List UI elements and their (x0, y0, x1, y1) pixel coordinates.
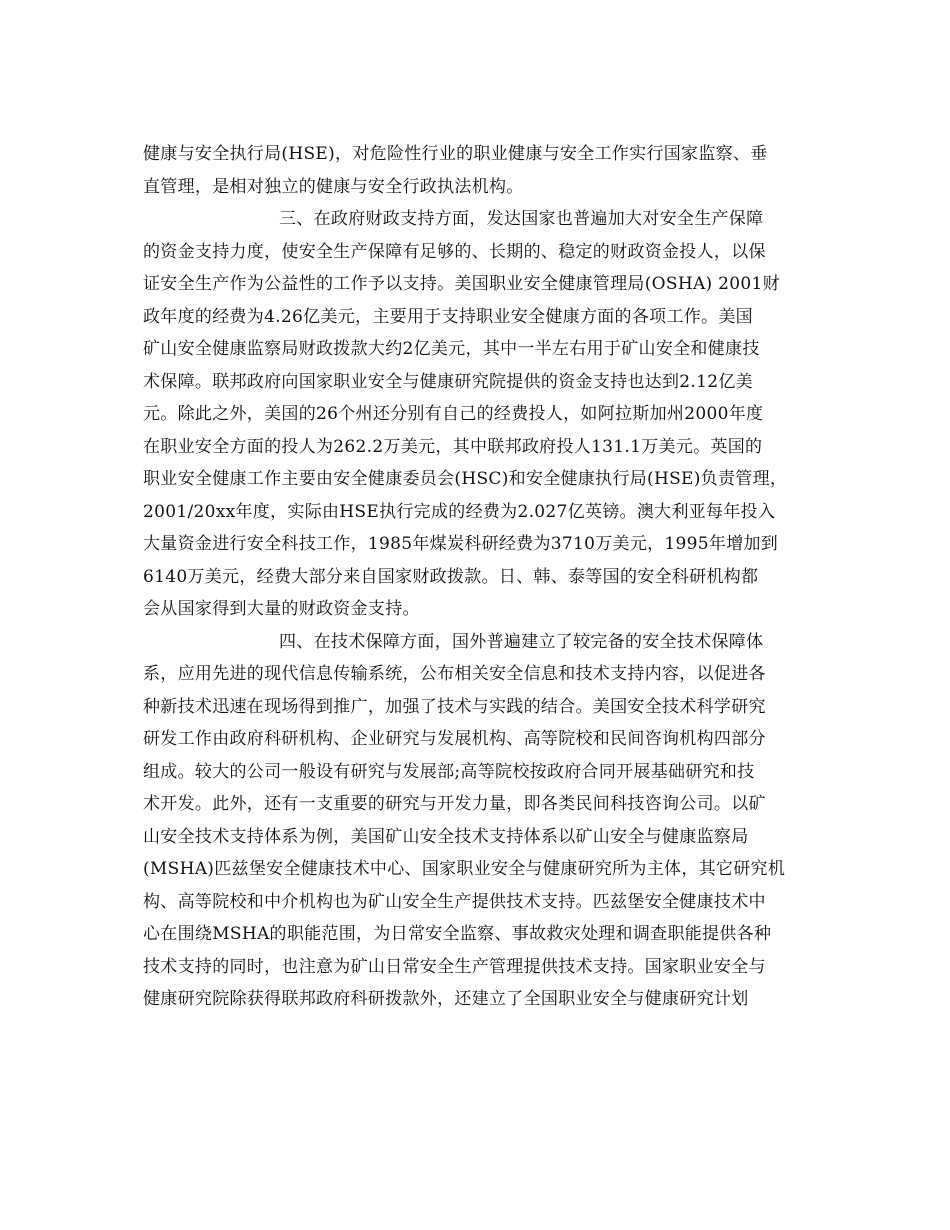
text-line: 矿山安全健康监察局财政拨款大约2亿美元，其中一半左右用于矿山安全和健康技 (143, 339, 760, 359)
text-line: 种新技术迅速在现场得到推广，加强了技术与实践的结合。美国安全技术科学研究 (143, 696, 766, 717)
text-line: 构、高等院校和中介机构也为矿山安全生产提供技术支持。匹兹堡安全健康技术中 (143, 891, 766, 912)
text-line: 政年度的经费为4.26亿美元，主要用于支持职业安全健康方面的各项工作。美国 (143, 306, 753, 327)
text-line: 三、在政府财政支持方面，发达国家也普遍加大对安全生产保障 (279, 209, 764, 229)
text-line: 元。除此之外，美国的26个州还分别有自己的经费投人，如阿拉斯加州2000年度 (143, 404, 764, 424)
text-line: 健康研究院除获得联邦政府科研拨款外，还建立了全国职业安全与健康研究计划 (143, 989, 749, 1009)
text-line: 系，应用先进的现代信息传输系统，公布相关安全信息和技术支持内容，以促进各 (143, 664, 766, 684)
paragraph-financial-support (143, 203, 823, 626)
text-line: 技术支持的同时，也注意为矿山日常安全生产管理提供技术支持。国家职业安全与 (143, 956, 766, 977)
text-line: 2001/20xx年度，实际由HSE执行完成的经费为2.027亿英镑。澳大利亚每年投入 (143, 501, 776, 522)
text-line: 的资金支持力度，使安全生产保障有足够的、长期的、稳定的财政资金投人，以保 (143, 241, 766, 262)
text-line: 6140万美元，经费大部分来自国家财政拨款。日、韩、泰等国的安全科研机构都 (143, 566, 759, 587)
text-line: 心在围绕MSHA的职能范围，为日常安全监察、事故救灾处理和调查职能提供各种 (143, 924, 772, 944)
paragraph-technical-support (143, 626, 823, 1016)
text-line: 健康与安全执行局(HSE)，对危险性行业的职业健康与安全工作实行国家监察、垂 (143, 144, 768, 164)
text-line: 在职业安全方面的投人为262.2万美元，其中联邦政府投人131.1万美元。英国的 (143, 436, 763, 457)
paragraph-hse-continuation (143, 138, 823, 203)
text-line: 直管理，是相对独立的健康与安全行政执法机构。 (143, 176, 524, 197)
text-line: 大量资金进行安全科技工作，1985年煤炭科研经费为3710万美元，1995年增加到 (143, 534, 779, 554)
text-line: 职业安全健康工作主要由安全健康委员会(HSC)和安全健康执行局(HSE)负责管理， (143, 469, 788, 489)
text-line: 术开发。此外，还有一支重要的研究与开发力量，即各类民间科技咨询公司。以矿 (143, 794, 766, 814)
document-body (143, 138, 823, 1016)
text-line: 证安全生产作为公益性的工作予以支持。美国职业安全健康管理局(OSHA) 2001财 (143, 274, 780, 294)
text-line: 会从国家得到大量的财政资金支持。 (143, 599, 420, 619)
text-line: 山安全技术支持体系为例，美国矿山安全技术支持体系以矿山安全与健康监察局 (143, 826, 749, 847)
text-line: 研发工作由政府科研机构、企业研究与发展机构、高等院校和民间咨询机构四部分 (143, 729, 766, 749)
text-line: 组成。较大的公司一般设有研究与发展部;高等院校按政府合同开展基础研究和技 (143, 761, 755, 782)
text-line: 四、在技术保障方面，国外普遍建立了较完备的安全技术保障体 (279, 631, 764, 652)
text-line: 术保障。联邦政府向国家职业安全与健康研究院提供的资金支持也达到2.12亿美 (143, 371, 753, 392)
text-line: (MSHA)匹兹堡安全健康技术中心、国家职业安全与健康研究所为主体，其它研究机 (143, 859, 786, 879)
